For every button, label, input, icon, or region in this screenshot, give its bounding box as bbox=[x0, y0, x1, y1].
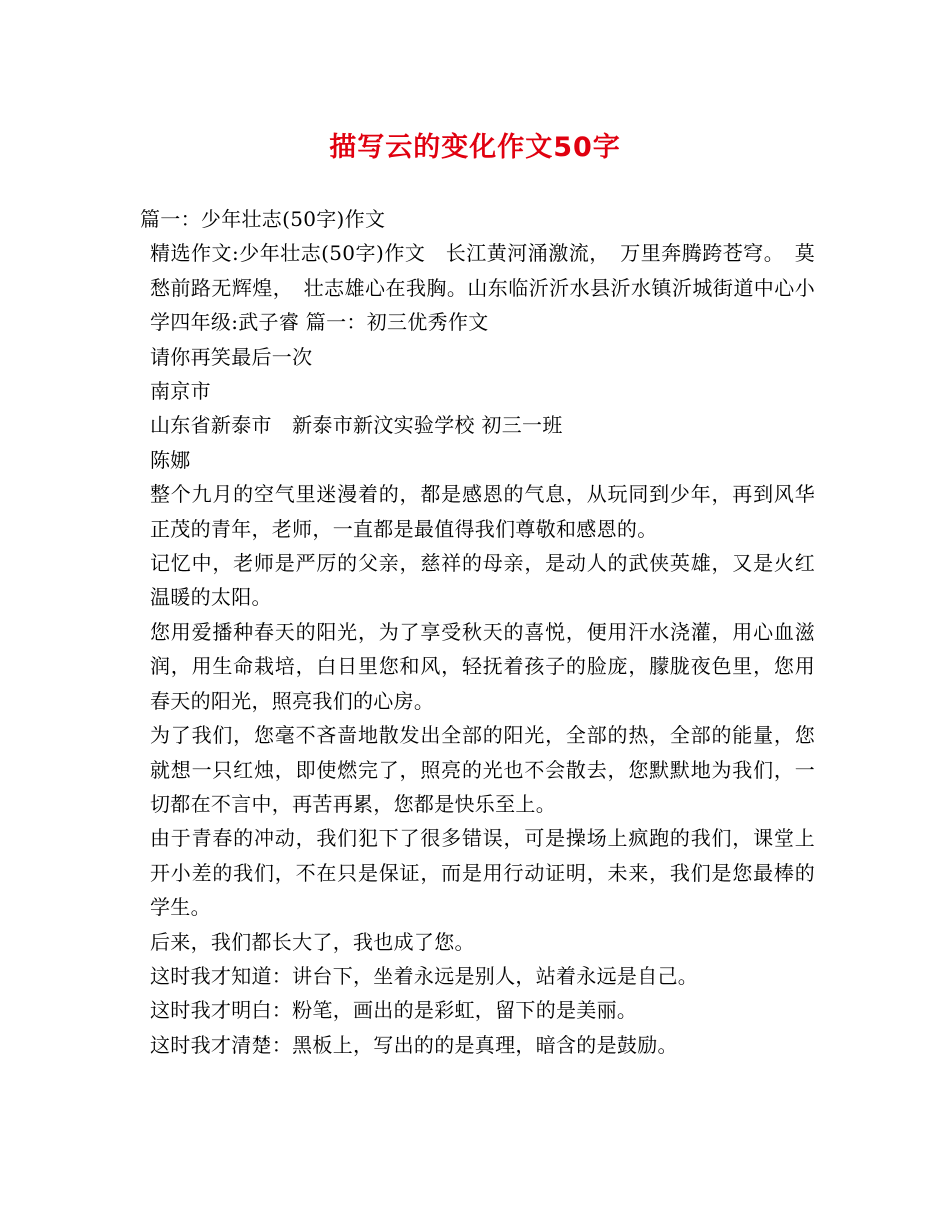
paragraph: 南京市 bbox=[150, 379, 211, 404]
paragraph: 由于青春的冲动，我们犯下了很多错误，可是操场上疯跑的我们，课堂上开小差的我们，不在只是保证，而是用行动证明，未来，我们是您最棒的学生。 bbox=[150, 826, 815, 920]
document-title: 描写云的变化作文50字 bbox=[329, 132, 621, 163]
document-body bbox=[140, 202, 815, 1062]
paragraph: 整个九月的空气里迷漫着的，都是感恩的气息，从玩同到少年，再到风华正茂的青年，老师，一直都是最值得我们尊敬和感恩的。 bbox=[150, 482, 815, 541]
paragraph: 篇一：少年壮志(50字)作文 bbox=[140, 207, 386, 231]
paragraph: 山东省新泰市 新泰市新汶实验学校 初三一班 bbox=[150, 413, 563, 438]
paragraph: 后来，我们都长大了，我也成了您。 bbox=[150, 929, 475, 954]
paragraph: 您用爱播种春天的阳光，为了享受秋天的喜悦，便用汗水浇灌，用心血滋润，用生命栽培，白日里您和风，轻抚着孩子的脸庞，朦胧夜色里，您用春天的阳光，照亮我们的心房。 bbox=[150, 619, 815, 713]
paragraph: 这时我才明白：粉笔，画出的是彩虹，留下的是美丽。 bbox=[150, 998, 638, 1023]
paragraph: 这时我才知道：讲台下，坐着永远是别人，站着永远是自己。 bbox=[150, 963, 699, 988]
paragraph: 为了我们，您毫不吝啬地散发出全部的阳光，全部的热，全部的能量，您就想一只红烛，即使燃完了，照亮的光也不会散去，您默默地为我们，一切都在不言中，再苦再累，您都是快乐至上。 bbox=[150, 723, 815, 816]
paragraph: 精选作文:少年壮志(50字)作文 长江黄河涌激流， 万里奔腾跨苍穹。 莫愁前路无辉煌， 壮志雄心在我胸。山东临沂沂水县沂水镇沂城街道中心小学四年级:武子睿 篇一：初三优秀作文 bbox=[150, 241, 815, 335]
paragraph: 记忆中，老师是严厉的父亲，慈祥的母亲，是动人的武侠英雄，又是火红温暖的太阳。 bbox=[150, 551, 815, 610]
paragraph: 请你再笑最后一次 bbox=[150, 344, 313, 369]
paragraph: 这时我才清楚：黑板上，写出的的是真理，暗含的是鼓励。 bbox=[150, 1032, 678, 1057]
paragraph: 陈娜 bbox=[150, 447, 191, 472]
